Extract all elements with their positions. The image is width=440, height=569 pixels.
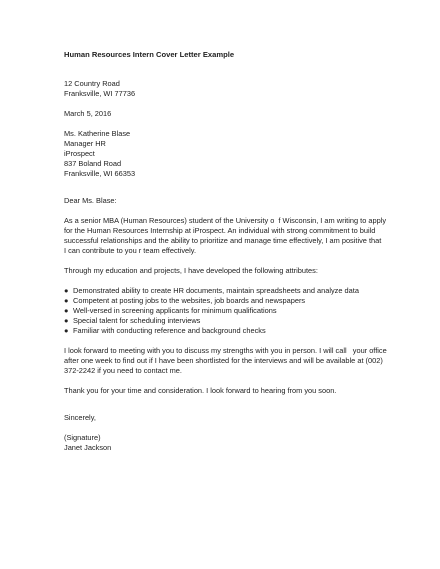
signer-name: Janet Jackson [64, 443, 112, 452]
attributes-list [64, 286, 384, 336]
paragraph-line: for the Human Resources Internship at iProspect. An individual with strong commitment to build [64, 226, 376, 235]
salutation-text: Dear Ms. Blase: [64, 196, 117, 205]
list-item-text: Demonstrated ability to create HR documents, maintain spreadsheets and analyze data [73, 286, 359, 295]
document-title: Human Resources Intern Cover Letter Example [64, 50, 235, 59]
sender-address [64, 79, 384, 99]
thanks-paragraph [64, 386, 384, 396]
salutation [64, 196, 384, 206]
paragraph-line: As a senior MBA (Human Resources) student of the University o f Wisconsin, I am writing to apply [64, 216, 387, 225]
bullet-icon: ● [64, 296, 69, 305]
sender-address-line: Franksville, WI 77736 [64, 89, 136, 98]
bullet-icon: ● [64, 316, 69, 325]
paragraph-line: I can contribute to you r team effectively. [64, 246, 197, 255]
sender-address-line: 12 Country Road [64, 79, 120, 88]
list-item-text: Familiar with conducting reference and background checks [73, 326, 266, 335]
paragraph-line: successful relationships and the ability to prioritize and manage time effectively, I am positive that [64, 236, 382, 245]
recipient-address [64, 129, 384, 179]
list-item [64, 306, 384, 316]
recipient-line: 837 Boland Road [64, 159, 122, 168]
recipient-line: Ms. Katherine Blase [64, 129, 131, 138]
paragraph-line: after one week to find out if I have been shortlisted for the interviews and will be available at (002) [64, 356, 383, 365]
recipient-line: Franksville, WI 66353 [64, 169, 136, 178]
list-item-text: Well-versed in screening applicants for minimum qualifications [73, 306, 277, 315]
paragraph-line: Thank you for your time and consideration. I look forward to hearing from you soon. [64, 386, 337, 395]
attributes-intro [64, 266, 384, 276]
list-item-text: Special talent for scheduling interviews [73, 316, 201, 325]
list-item-text: Competent at posting jobs to the websites, job boards and newspapers [73, 296, 306, 305]
list-item [64, 316, 384, 326]
bullet-icon: ● [64, 286, 69, 295]
letter-content [64, 50, 387, 463]
list-item [64, 286, 384, 296]
paragraph-line: 372-2242 if you need to contact me. [64, 366, 182, 375]
intro-paragraph [64, 216, 387, 256]
signature-placeholder: (Signature) [64, 433, 101, 442]
bullet-icon: ● [64, 326, 69, 335]
paragraph-line: Through my education and projects, I have developed the following attributes: [64, 266, 318, 275]
closing-text: Sincerely, [64, 413, 96, 422]
recipient-line: Manager HR [64, 139, 106, 148]
recipient-line: iProspect [64, 149, 95, 158]
signature-block [64, 433, 384, 453]
paragraph-line: I look forward to meeting with you to discuss my strengths with you in person. I will call your office [64, 346, 387, 355]
list-item [64, 296, 384, 306]
followup-paragraph [64, 346, 387, 376]
letter-date [64, 109, 384, 119]
bullet-icon: ● [64, 306, 69, 315]
closing [64, 413, 384, 423]
list-item [64, 326, 384, 336]
date-text: March 5, 2016 [64, 109, 112, 118]
